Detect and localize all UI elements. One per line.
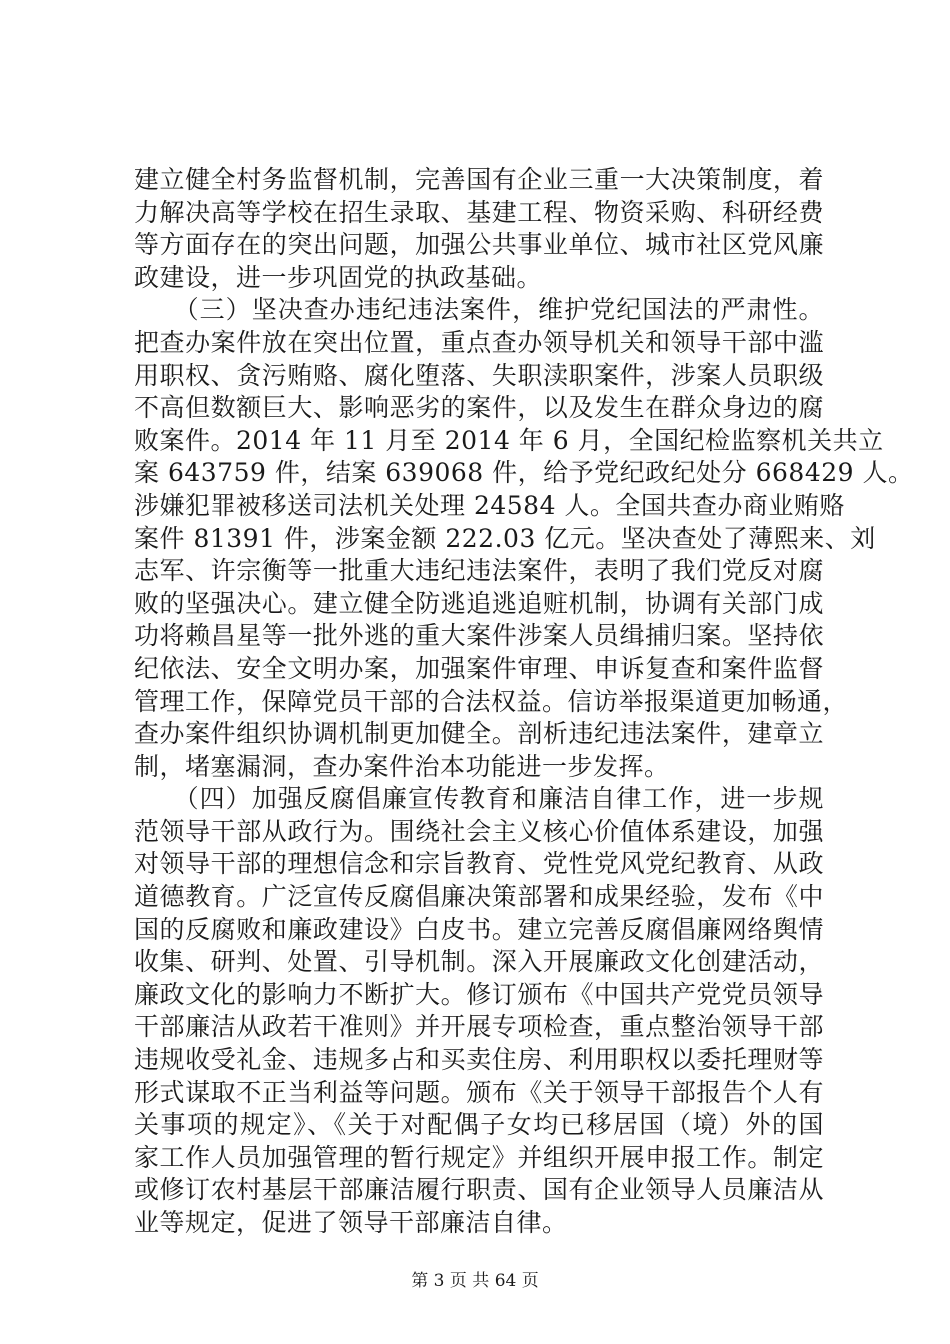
text-line: 用职权、贪污贿赂、腐化堕落、失职渎职案件，涉案人员职级 — [134, 360, 824, 390]
text-line: 建立健全村务监督机制，完善国有企业三重一大决策制度，着 — [134, 165, 824, 194]
page-footer: 第 3 页 共 64 页 — [411, 1271, 539, 1291]
text-line: （四）加强反腐倡廉宣传教育和廉洁自律工作，进一步规 — [134, 784, 824, 814]
text-line: 对领导干部的理想信念和宗旨教育、党性党风党纪教育、从政 — [134, 849, 824, 879]
text-line: 范领导干部从政行为。围绕社会主义核心价值体系建设，加强 — [134, 816, 824, 846]
text-line: 家工作人员加强管理的暂行规定》并组织开展申报工作。制定 — [134, 1142, 824, 1172]
paragraph — [134, 164, 824, 294]
text-line: 干部廉洁从政若干准则》并开展专项检查，重点整治领导干部 — [134, 1012, 824, 1042]
text-line: 涉嫌犯罪被移送司法机关处理 24584 人。全国共查办商业贿赂 — [134, 490, 845, 520]
text-line: 管理工作，保障党员干部的合法权益。信访举报渠道更加畅通， — [134, 686, 849, 716]
text-line: 国的反腐败和廉政建设》白皮书。建立完善反腐倡廉网络舆情 — [134, 914, 824, 944]
text-line: 等方面存在的突出问题，加强公共事业单位、城市社区党风廉 — [134, 230, 824, 260]
text-line: 败案件。2014 年 11 月至 2014 年 6 月，全国纪检监察机关共立 — [134, 425, 884, 455]
text-line: 违规收受礼金、违规多占和买卖住房、利用职权以委托理财等 — [134, 1045, 824, 1075]
text-line: 廉政文化的影响力不断扩大。修订颁布《中国共产党党员领导 — [134, 979, 824, 1009]
text-line: 业等规定，促进了领导干部廉洁自律。 — [134, 1208, 568, 1237]
text-line: 关事项的规定》、《关于对配偶子女均已移居国（境）外的国 — [134, 1110, 824, 1140]
text-line: 制，堵塞漏洞，查办案件治本功能进一步发挥。 — [134, 751, 670, 781]
text-line: 或修订农村基层干部廉洁履行职责、国有企业领导人员廉洁从 — [134, 1175, 824, 1205]
text-line: 政建设，进一步巩固党的执政基础。 — [134, 262, 543, 292]
text-line: 收集、研判、处置、引导机制。深入开展廉政文化创建活动， — [134, 947, 824, 977]
document-body — [134, 164, 914, 1240]
paragraph — [134, 294, 914, 783]
text-line: 志军、许宗衡等一批重大违纪违法案件，表明了我们党反对腐 — [134, 556, 824, 586]
text-line: 纪依法、安全文明办案，加强案件审理、申诉复查和案件监督 — [134, 653, 824, 683]
text-line: 把查办案件放在突出位置，重点查办领导机关和领导干部中滥 — [134, 327, 824, 357]
text-line: 查办案件组织协调机制更加健全。剖析违纪违法案件，建章立 — [134, 719, 824, 749]
text-line: 案件 81391 件，涉案金额 222.03 亿元。坚决查处了薄熙来、刘 — [134, 523, 876, 553]
paragraph — [134, 783, 824, 1239]
text-line: 形式谋取不正当利益等问题。颁布《关于领导干部报告个人有 — [134, 1077, 824, 1107]
text-line: 功将赖昌星等一批外逃的重大案件涉案人员缉捕归案。坚持依 — [134, 621, 824, 651]
text-line: 力解决高等学校在招生录取、基建工程、物资采购、科研经费 — [134, 197, 824, 227]
text-line: 道德教育。广泛宣传反腐倡廉决策部署和成果经验，发布《中 — [134, 882, 824, 912]
text-line: （三）坚决查办违纪违法案件，维护党纪国法的严肃性。 — [134, 295, 824, 325]
text-line: 不高但数额巨大、影响恶劣的案件，以及发生在群众身边的腐 — [134, 393, 824, 423]
text-line: 败的坚强决心。建立健全防逃追逃追赃机制，协调有关部门成 — [134, 588, 824, 618]
text-line: 案 643759 件，结案 639068 件，给予党纪政纪处分 668429 人。 — [134, 458, 914, 488]
